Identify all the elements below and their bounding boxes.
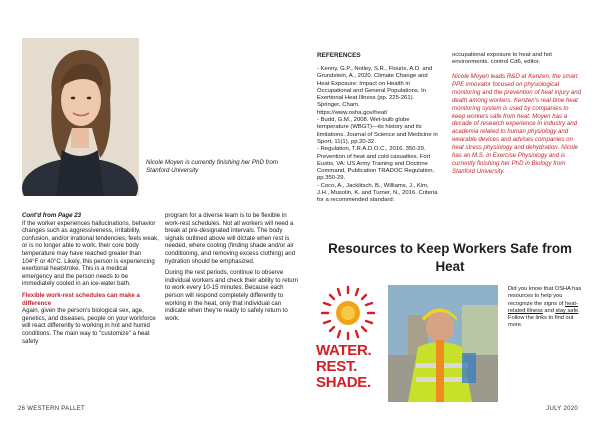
paragraph: Again, given the person's biological sex, age, genetics, and diseases, people on your workforce will react differently to working in hot and humid conditions. The main way to "customize" a heat safety bbox=[22, 307, 156, 345]
paragraph: program for a diverse team is to be flexible in work-rest schedules. Not all workers will need a break at pre-designated intervals. The body signals outlined above will dictate when rest is needed, where cooling (finding shade and/or air conditioning, and removing excess clothing) and hydration should be emphasized. bbox=[165, 212, 296, 265]
reference-item: - Coco, A., Jacklitsch, B., Williams, J., Kim, J.H., Musolin, K. and Turner, N., 2016. Criteria for a recommended standard: bbox=[317, 182, 438, 204]
article-column-1 bbox=[22, 212, 159, 349]
reference-item: - Regulation, T.R.A.D.O.C., 2016. 350-29. Prevention of heat and cold casualties. Fort Eustis, VA: US Army Training and Doctrine Command, Publication TRADOC Regulation, pp.350-29. bbox=[317, 146, 435, 182]
photo-caption: Nicole Moyen is currently finishing her PhD from Stanford University bbox=[146, 159, 279, 174]
poster-word: REST. bbox=[316, 358, 358, 375]
poster-words bbox=[316, 343, 388, 391]
author-photo bbox=[22, 38, 139, 196]
references-list bbox=[317, 66, 439, 205]
resources-heading: Resources to Keep Workers Safe from Heat bbox=[328, 241, 572, 274]
continued-from-label: Cont'd from Page 23 bbox=[22, 212, 82, 219]
water-rest-shade-poster bbox=[312, 285, 498, 402]
poster-word: SHADE. bbox=[316, 374, 371, 391]
reference-continuation: occupational exposure to heat and hot environments. control Cd6, editor. bbox=[452, 52, 552, 66]
footer-date: JULY 2020 bbox=[546, 406, 578, 412]
author-bio: Nicole Moyen leads R&D at Kenzen, the smart PPE innovator focused on physiological monitoring and the prevention of heat injury and death among workers. Kenzen's real-time heat monitoring system is used by companies to keep workers safe from heat. Moyen has a decade of research experience in industry and academia related to human physiology and wearable devices and advises companies on heat stress physiology and dehydration. Nicole has an M.S. in Exercise Physiology and is currently finishing her PhD in Biology from Stanford University. bbox=[452, 73, 582, 175]
reference-item[interactable]: https://www.osha.gov/heat/ bbox=[317, 109, 388, 116]
section-subhead: Flexible work-rest schedules can make a difference bbox=[22, 291, 140, 307]
footer-page-label: 26 WESTERN PALLET bbox=[18, 406, 86, 412]
stay-safe-link[interactable]: stay safe bbox=[555, 307, 579, 314]
references-heading: REFERENCES bbox=[317, 52, 361, 59]
paragraph: If the worker experiences hallucinations, behavior changes such as aggressiveness, irritability, confusion, and/or irrational tendencies, feels weak, or is no longer able to work, their core body temperature may have reached greater than 104°F or 40°C. Likely, this person is experiencing exertional heatstroke. This is a medical emergency and the person needs to be immediately cooled in an ice-water bath. bbox=[22, 219, 159, 288]
reference-item: - Budd, G.M., 2008. Wet-bulb globe temperature (WBGT)—its history and its limitations. Journal of Science and Medicine in Sport, 11(1), pp.20-32. bbox=[317, 117, 438, 145]
article-column-2 bbox=[165, 212, 302, 326]
poster-word: WATER. bbox=[316, 342, 372, 359]
heat-illness-link[interactable]: heat-related illness bbox=[508, 300, 578, 314]
paragraph: During the rest periods, continue to observe individual workers and check their ability to return to work every 10-15 minutes. Because each person will respond completely differently to working in the heat, only that individual can indicate when they're ready to safely return to work. bbox=[165, 269, 299, 322]
resources-side-text: Did you know that OSHA has resources to help you recognize the signs of heat-related illness and stay safe. Follow the links to find out more. bbox=[508, 286, 582, 329]
reference-item: - Kenny, G.P., Notley, S.R., Flouris, A.D. and Grundstein, A., 2020. Climate Change and Heat Exposure: Impact on Health in Occupational and General Populations. In Exertional Heat Illness (pp. 225-261). Springer, Cham. bbox=[317, 66, 433, 109]
